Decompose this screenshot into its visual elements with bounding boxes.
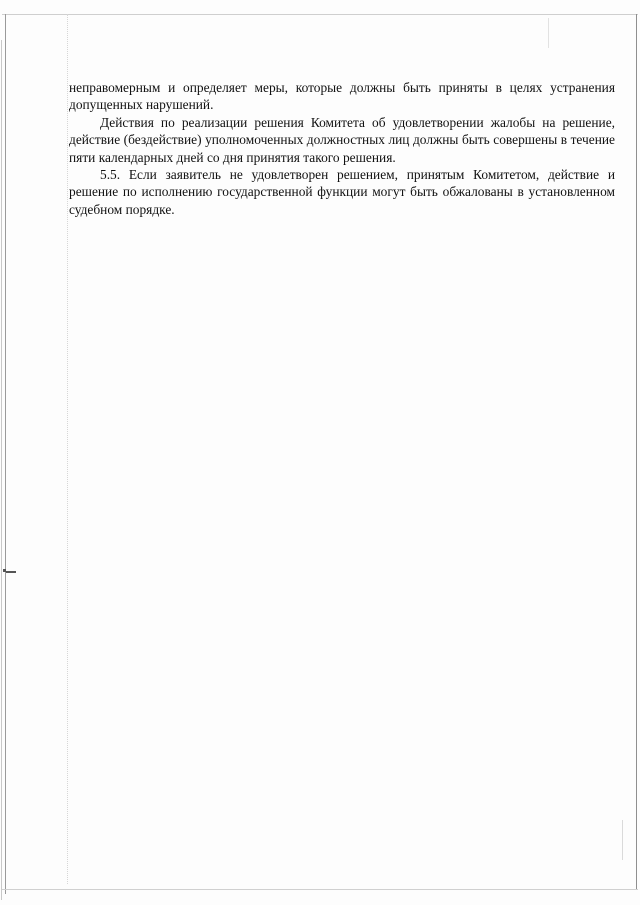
scan-speck — [622, 820, 623, 860]
scan-speck — [3, 569, 6, 572]
scan-speck — [548, 18, 549, 48]
scan-margin-dots — [67, 14, 68, 884]
body-text — [69, 79, 615, 218]
paragraph-actions: Действия по реализации решения Комитета об удовлетворении жалобы на решение, действие (бездействие) уполномоченных должностных лиц должны быть совершены в течение пяти календарных дней со дня принятия такого решения. — [69, 114, 615, 165]
scan-edge-top — [2, 14, 638, 15]
paragraph-continuation: неправомерным и определяет меры, которые должны быть приняты в целях устранения допущенных нарушений. — [69, 80, 615, 113]
scan-edge-bottom — [2, 889, 638, 890]
scan-edge-left — [5, 14, 6, 894]
scan-edge-right — [636, 14, 637, 890]
scan-speck — [6, 571, 16, 573]
scan-edge-left-outer — [1, 40, 2, 900]
paragraph-5-5: 5.5. Если заявитель не удовлетворен решением, принятым Комитетом, действие и решение по исполнению государственной функции могут быть обжалованы в установленном судебном порядке. — [69, 167, 615, 217]
